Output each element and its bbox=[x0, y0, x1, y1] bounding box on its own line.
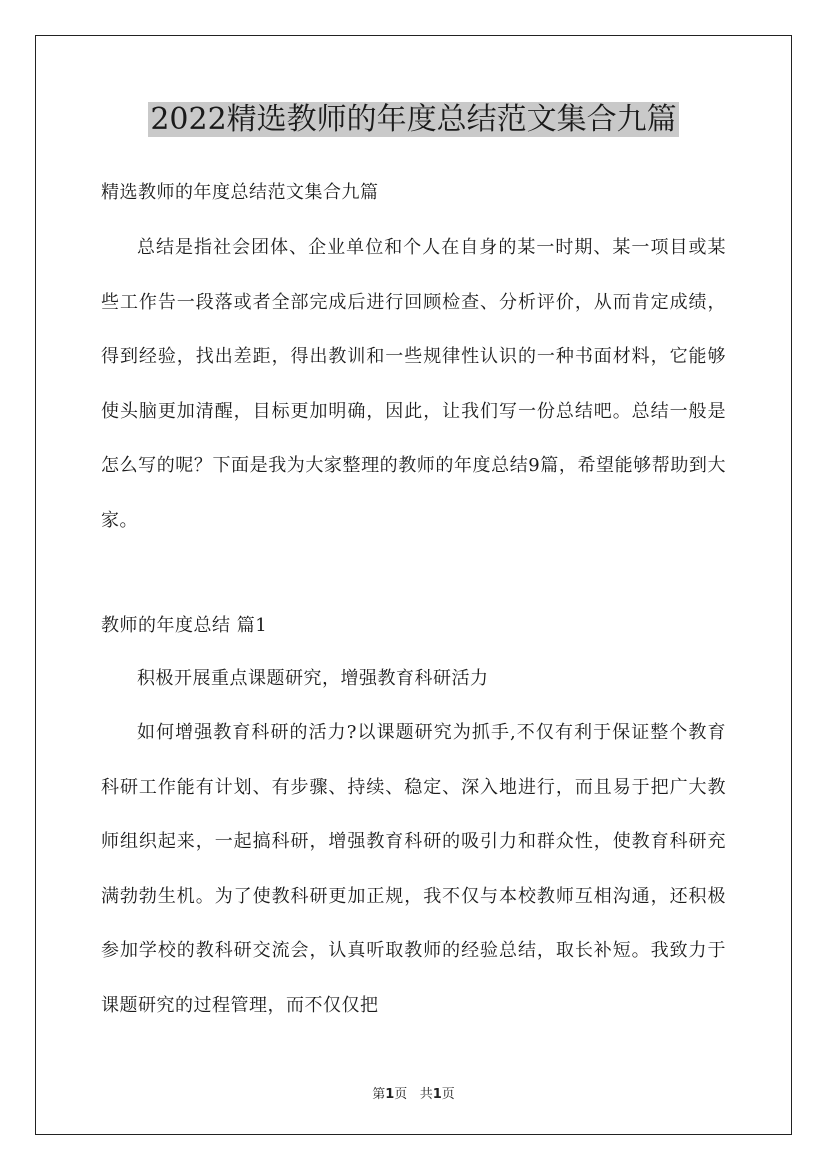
intro-paragraph: 总结是指社会团体、企业单位和个人在自身的某一时期、某一项目或某些工作告一段落或者全部完成后进行回顾检查、分析评价，从而肯定成绩，得到经验，找出差距，得出教训和一些规律性认识的一种书面材料，它能够使头脑更加清醒，目标更加明确，因此，让我们写一份总结吧。总结一般是怎么写的呢？下面是我为大家整理的教师的年度总结9篇，希望能够帮助到大家。 bbox=[101, 237, 726, 531]
footer-total-number: 1 bbox=[432, 1087, 442, 1102]
document-title bbox=[0, 98, 827, 142]
page-footer bbox=[0, 1083, 827, 1102]
document-subtitle: 精选教师的年度总结范文集合九篇 bbox=[101, 182, 379, 203]
section-topic: 积极开展重点课题研究，增强教育科研活力 bbox=[137, 668, 489, 689]
footer-page-number: 1 bbox=[385, 1087, 395, 1102]
footer-page-suffix: 页 bbox=[394, 1087, 408, 1102]
footer-total-suffix: 页 bbox=[441, 1087, 455, 1102]
footer-page-prefix: 第 bbox=[372, 1087, 386, 1102]
section-paragraph: 如何增强教育科研的活力?以课题研究为抓手,不仅有利于保证整个教育科研工作能有计划、有步骤、持续、稳定、深入地进行，而且易于把广大教师组织起来，一起搞科研，增强教育科研的吸引力和群众性，使教育科研充满勃勃生机。为了使教科研更加正规，我不仅与本校教师互相沟通，还积极参加学校的教科研交流会，认真听取教师的经验总结，取长补短。我致力于课题研究的过程管理，而不仅仅把 bbox=[101, 722, 726, 1016]
footer-total-prefix: 共 bbox=[419, 1087, 433, 1102]
section-heading: 教师的年度总结 篇1 bbox=[101, 615, 268, 636]
document-title-text: 2022精选教师的年度总结范文集合九篇 bbox=[150, 102, 677, 137]
